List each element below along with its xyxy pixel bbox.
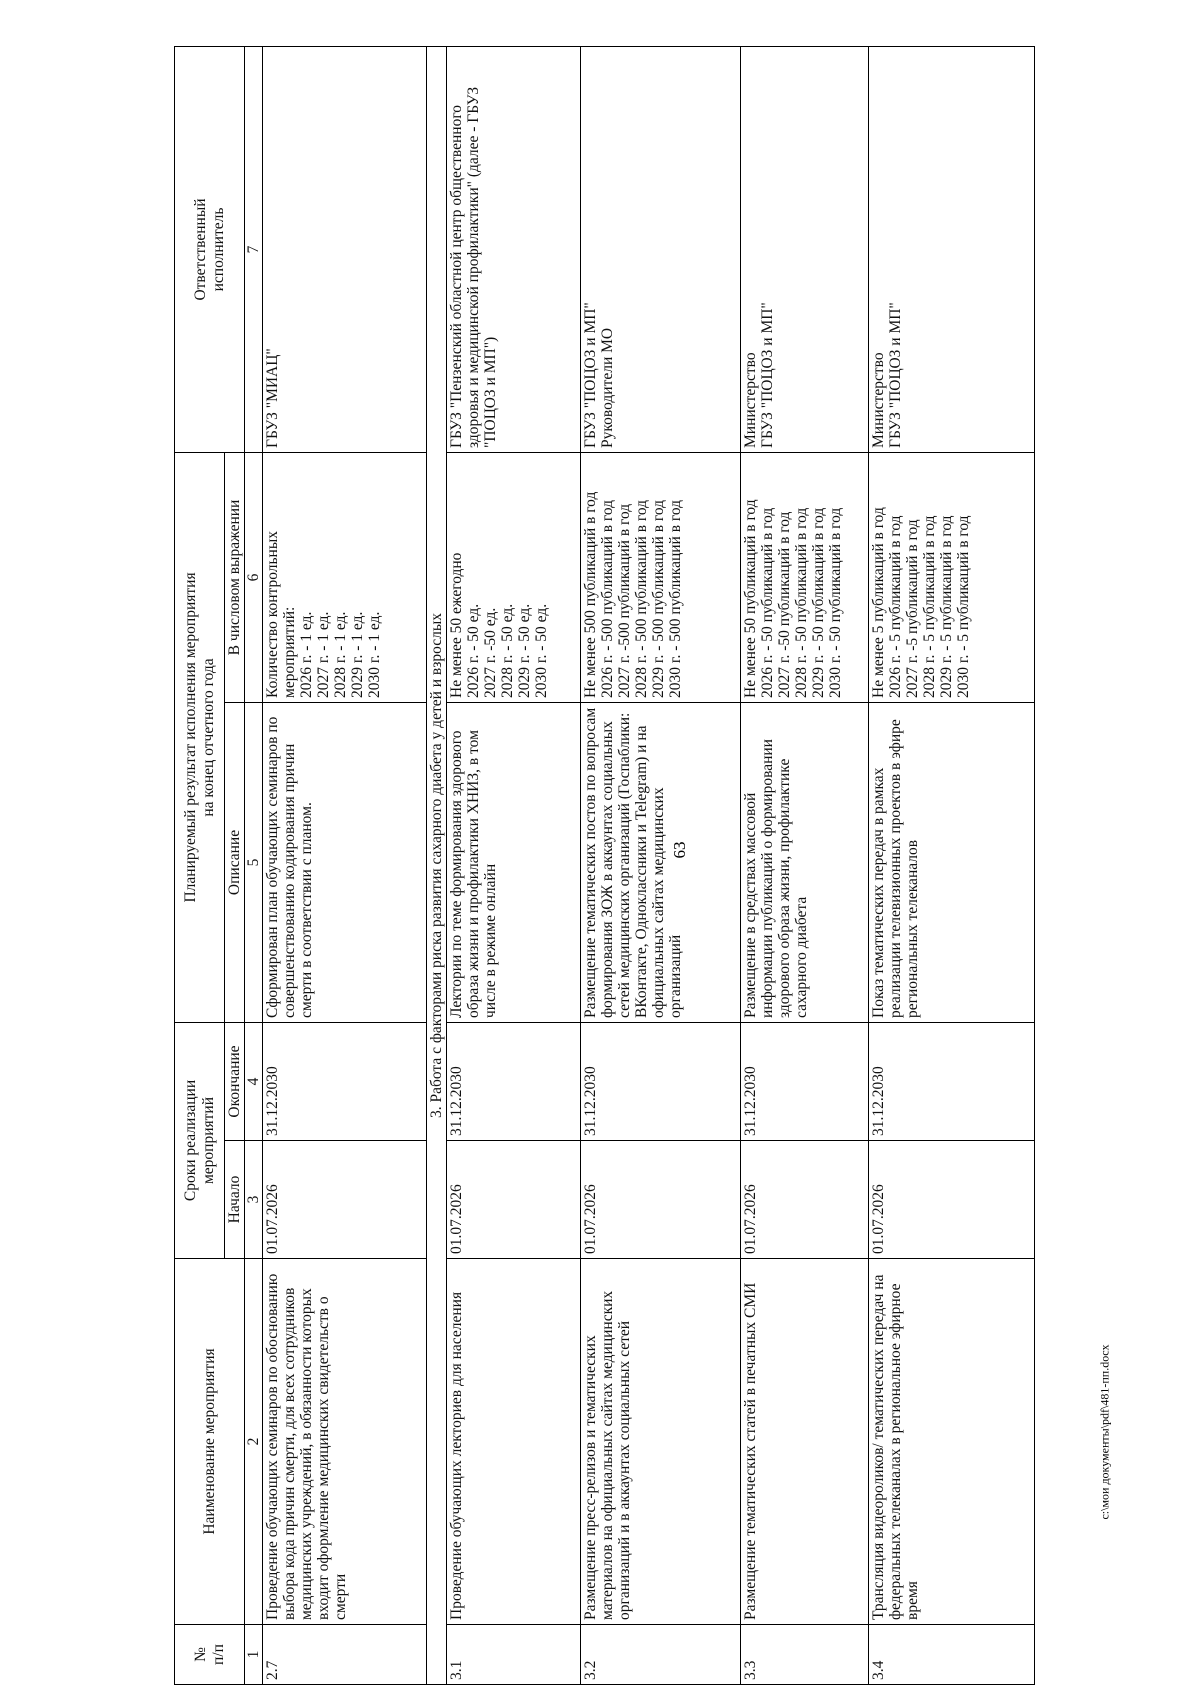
header-start: Начало [225,1141,245,1259]
row-start: 01.07.2026 [263,1141,427,1259]
row-description: Размещение тематических постов по вопросам формирования ЗОЖ в аккаунтах социальных сетей медицинских организаций (Госпаблики: ВКонтакте, Одноклассники и Telegram) и на официальных сайтах медицинских организаций [581,702,741,1022]
rotated-table-container [174,47,1028,1685]
row-name: Трансляция видеороликов/ тематических передач на федеральных телеканалах в региональное эфирное время [869,1259,1035,1625]
column-number: 3 [245,1141,263,1259]
row-end: 31.12.2030 [263,1022,427,1140]
row-description: Лектории по теме формирования здорового образа жизни и профилактики ХНИЗ, в том числе в режиме онлайн [447,702,581,1022]
header-num: № п/п [175,1625,245,1685]
row-num: 3.3 [741,1625,869,1685]
header-description: Описание [225,702,245,1022]
row-responsible: Министерство ГБУЗ "ПОЦОЗ и МП" [741,46,869,452]
header-end: Окончание [225,1022,245,1140]
column-number: 4 [245,1022,263,1140]
row-numeric: Не менее 500 публикаций в год 2026 г. - 500 публикаций в год 2027 г. -500 публикаций в год 2028 г. - 500 публикаций в год 2029 г. - 500 публикаций в год 2030 г. - 500 публикаций в год [581,452,741,702]
row-end: 31.12.2030 [741,1022,869,1140]
header-terms: Сроки реализации мероприятий [175,1022,225,1258]
row-numeric: Не менее 5 публикаций в год 2026 г. - 5 публикаций в год 2027 г. -5 публикаций в год 2028 г. - 5 публикаций в год 2029 г. - 5 публикаций в год 2030 г. - 5 публикаций в год [869,452,1035,702]
row-numeric: Не менее 50 публикаций в год 2026 г. - 50 публикаций в год 2027 г. -50 публикаций в год 2028 г. - 50 публикаций в год 2029 г. - 50 публикаций в год 2030 г. - 50 публикаций в год [741,452,869,702]
footer-file-path: c:\мои документы\pdf\481-пп.docx [1097,1344,1112,1520]
row-start: 01.07.2026 [869,1141,1035,1259]
page-number: 63 [670,841,689,859]
column-number: 1 [245,1625,263,1685]
table-row [869,46,1035,1684]
row-numeric: Не менее 50 ежегодно 2026 г. - 50 ед. 2027 г. -50 ед. 2028 г. - 50 ед. 2029 г. - 50 ед. 2030 г. - 50 ед. [447,452,581,702]
row-numeric: Количество контрольных мероприятий: 2026 г. - 1 ед. 2027 г. - 1 ед. 2028 г. - 1 ед. 2029 г. - 1 ед. 2030 г. - 1 ед. [263,452,427,702]
row-start: 01.07.2026 [581,1141,741,1259]
row-num: 3.2 [581,1625,741,1685]
row-num: 3.1 [447,1625,581,1685]
section-row [427,46,447,1684]
column-number: 5 [245,702,263,1022]
row-num: 2.7 [263,1625,427,1685]
section-title: 3. Работа с факторами риска развития сахарного диабета у детей и взрослых [427,46,447,1684]
row-description: Размещение в средствах массовой информации публикаций о формировании здорового образа жизни, профилактике сахарного диабета [741,702,869,1022]
row-responsible: ГБУЗ "МИАЦ" [263,46,427,452]
row-name: Проведение обучающих лекториев для населения [447,1259,581,1625]
table-header [175,46,263,1684]
header-responsible: Ответственный исполнитель [175,46,245,452]
table-row [263,46,427,1684]
row-description: Показ тематических передач в рамках реализации телевизионных проектов в эфире региональных телеканалов [869,702,1035,1022]
column-number: 7 [245,46,263,452]
header-numeric: В числовом выражении [225,452,245,702]
row-responsible: ГБУЗ "ПОЦОЗ и МП" Руководители МО [581,46,741,452]
measures-table [174,46,1035,1685]
row-end: 31.12.2030 [447,1022,581,1140]
row-name: Проведение обучающих семинаров по обоснованию выбора кода причин смерти, для всех сотрудников медицинских учреждений, в обязанности которых входит оформление медицинских свидетельств о смерти [263,1259,427,1625]
table-body [263,46,1035,1684]
row-start: 01.07.2026 [447,1141,581,1259]
row-name: Размещение тематических статей в печатных СМИ [741,1259,869,1625]
row-responsible: ГБУЗ "Пензенский областной центр общественного здоровья и медицинской профилактики" (далее - ГБУЗ "ПОЦОЗ и МП") [447,46,581,452]
row-num: 3.4 [869,1625,1035,1685]
column-numbers-row [245,46,263,1684]
row-end: 31.12.2030 [581,1022,741,1140]
column-number: 6 [245,452,263,702]
row-start: 01.07.2026 [741,1141,869,1259]
table-row [447,46,581,1684]
header-name: Наименование мероприятия [175,1259,245,1625]
row-responsible: Министерство ГБУЗ "ПОЦОЗ и МП" [869,46,1035,452]
table-row [741,46,869,1684]
header-result: Планируемый результат исполнения мероприятия на конец отчетного года [175,452,225,1022]
row-name: Размещение пресс-релизов и тематических материалов на официальных сайтах медицинских организаций и в аккаунтах социальных сетей [581,1259,741,1625]
row-description: Сформирован план обучающих семинаров по совершенствованию кодирования причин смерти в соответствии с планом. [263,702,427,1022]
table-row [581,46,741,1684]
row-end: 31.12.2030 [869,1022,1035,1140]
column-number: 2 [245,1259,263,1625]
